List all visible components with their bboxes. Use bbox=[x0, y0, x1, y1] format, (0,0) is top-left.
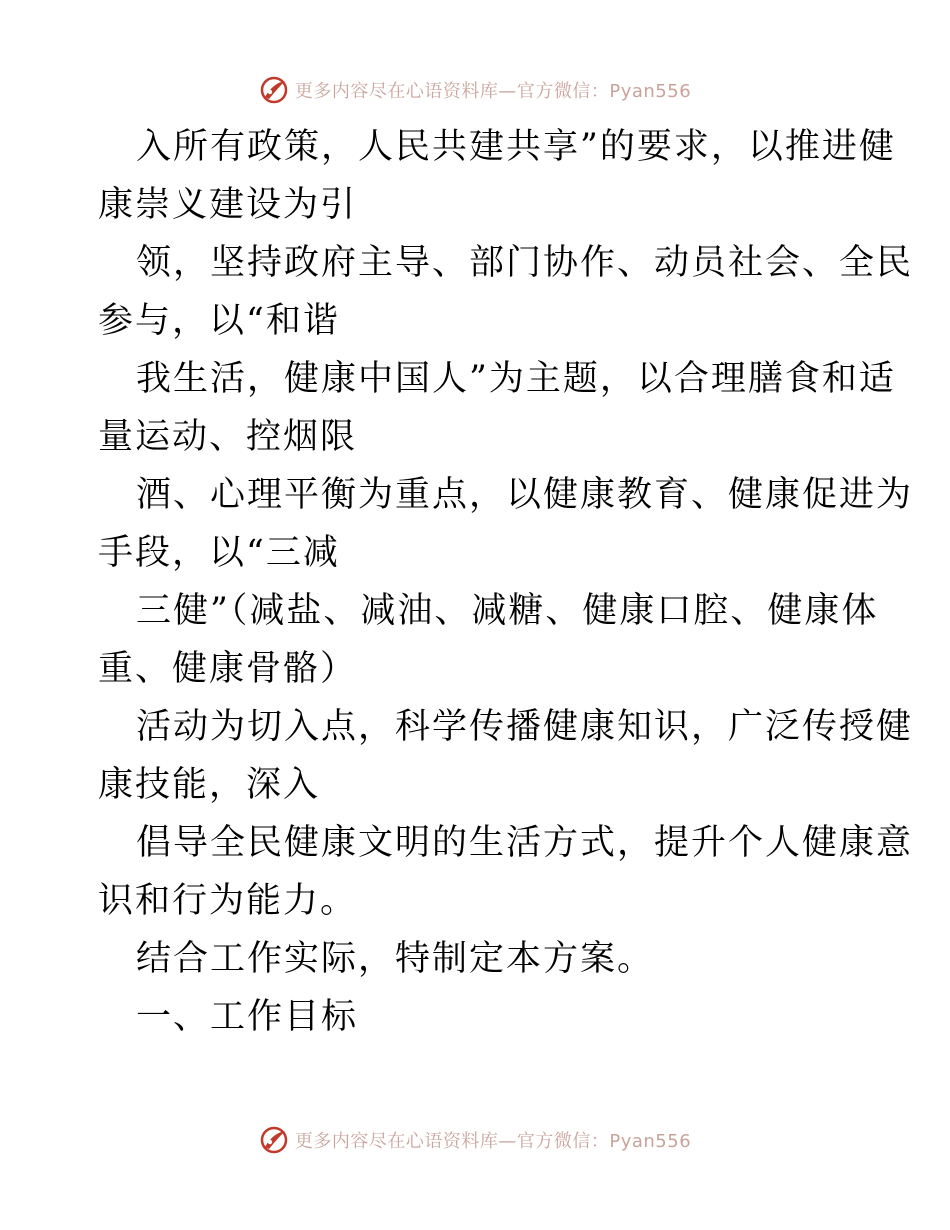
paragraph-line: 入所有政策，人民共建共享”的要求，以推进健 bbox=[136, 127, 896, 167]
header-watermark bbox=[0, 70, 950, 110]
footer-watermark bbox=[0, 1120, 950, 1160]
paragraph-line: 领，坚持政府主导、部门协作、动员社会、全民 bbox=[136, 243, 914, 283]
paragraph-line: 倡导全民健康文明的生活方式，提升个人健康意 bbox=[136, 823, 914, 863]
paragraph-line: 我生活，健康中国人”为主题，以合理膳食和适 bbox=[136, 359, 896, 399]
document-body bbox=[98, 118, 914, 1046]
paragraph-line: 康技能，深入 bbox=[98, 765, 321, 805]
paragraph-line: 量运动、控烟限 bbox=[98, 417, 358, 457]
paragraph-line: 康崇义建设为引 bbox=[98, 185, 358, 225]
paragraph-line: 酒、心理平衡为重点，以健康教育、健康促进为 bbox=[136, 475, 914, 515]
logo-icon bbox=[259, 1125, 289, 1155]
paragraph-line: 三健”（减盐、减油、减糖、健康口腔、健康体 bbox=[136, 591, 879, 631]
paragraph-line: 结合工作实际，特制定本方案。 bbox=[136, 939, 655, 979]
paragraph-line: 手段，以“三减 bbox=[98, 533, 340, 573]
watermark-text: 更多内容尽在心语资料库—官方微信：Pyan556 bbox=[294, 1131, 692, 1152]
paragraph-line: 重、健康骨骼） bbox=[98, 649, 358, 689]
watermark-text: 更多内容尽在心语资料库—官方微信：Pyan556 bbox=[294, 81, 692, 102]
paragraph-line: 参与，以“和谐 bbox=[98, 301, 340, 341]
paragraph-line: 活动为切入点，科学传播健康知识，广泛传授健 bbox=[136, 707, 914, 747]
logo-icon bbox=[259, 75, 289, 105]
section-heading: 一、工作目标 bbox=[136, 997, 359, 1037]
paragraph-line: 识和行为能力。 bbox=[98, 881, 358, 921]
